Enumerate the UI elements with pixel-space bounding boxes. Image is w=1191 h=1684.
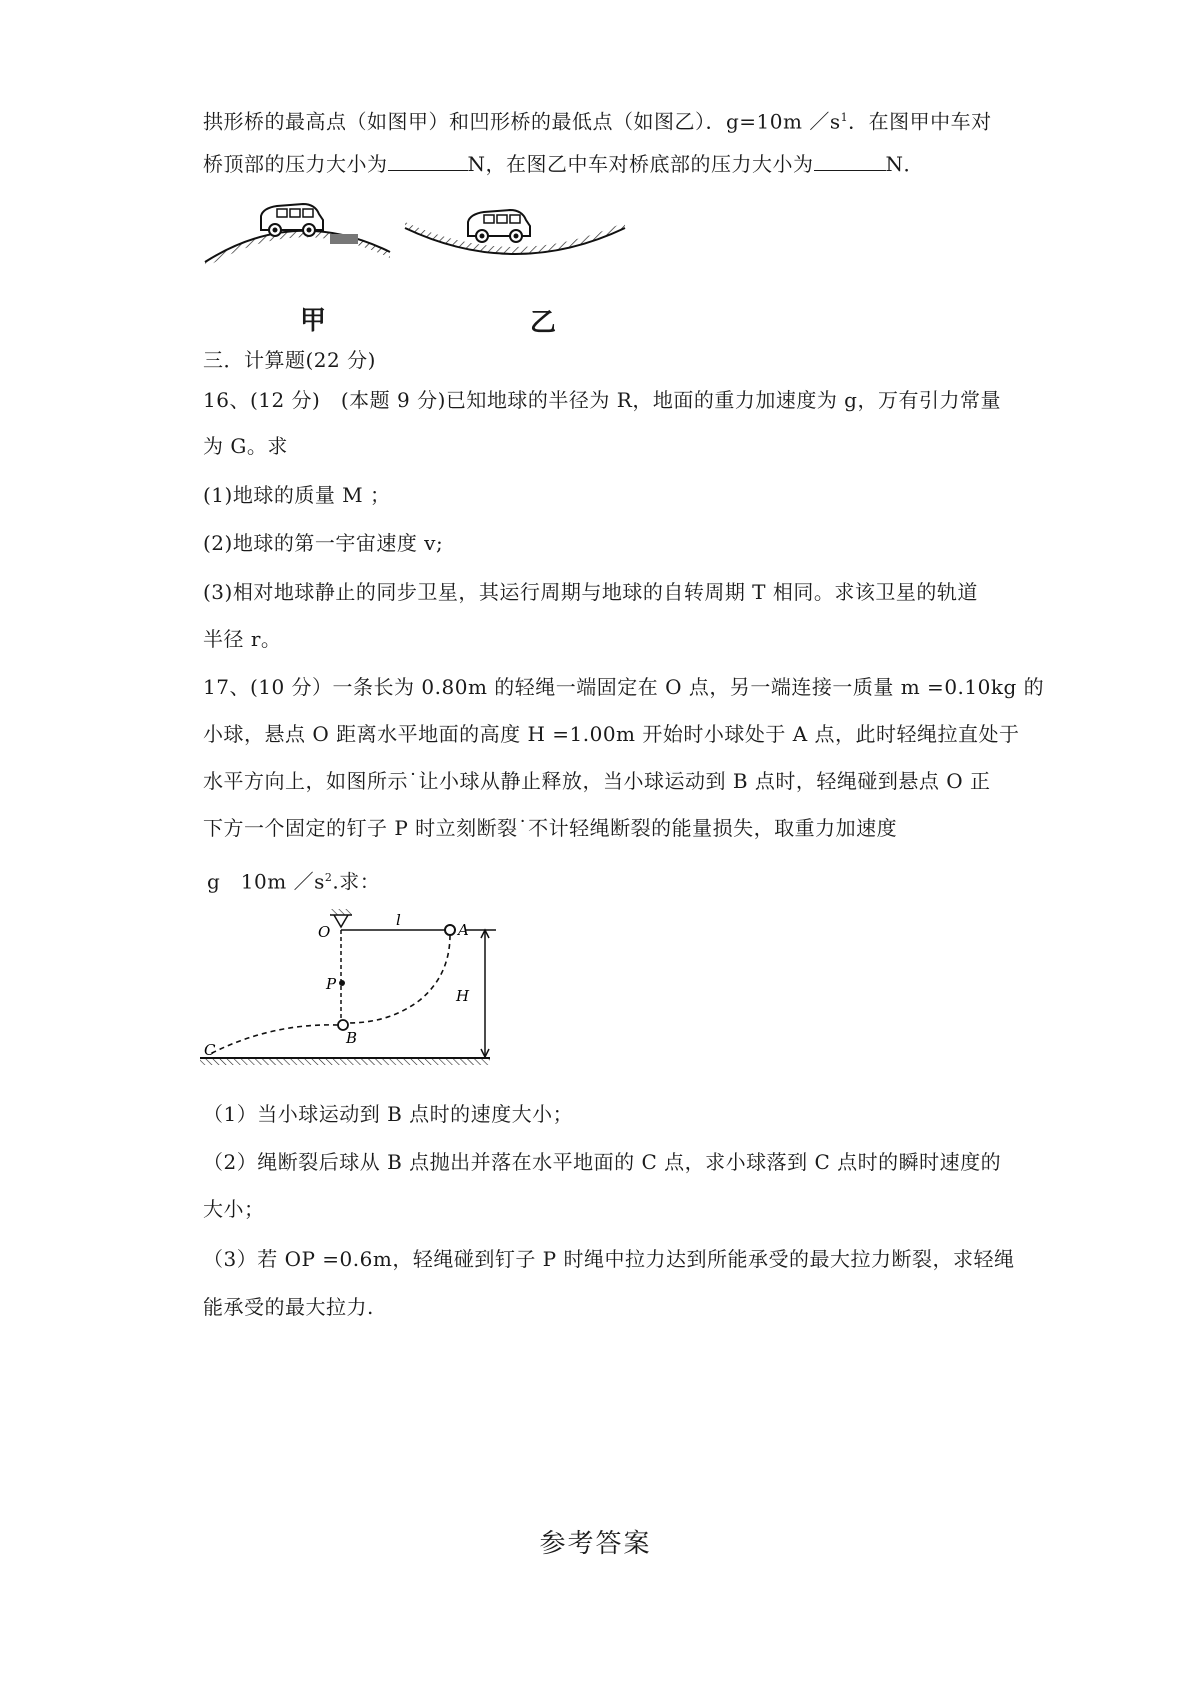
bridge-diagram: [200, 200, 660, 310]
label-l: l: [396, 911, 401, 929]
pendulum-diagram: [200, 905, 510, 1085]
q17-line-5b: .求：: [332, 869, 381, 894]
q17-sub-2a: （2）绳断裂后球从 B 点抛出并落在水平地面的 C 点，求小球落到 C 点时的瞬时速度的: [203, 1150, 1002, 1174]
swing-path: [348, 935, 450, 1023]
q15-line-2-b: N，在图乙中车对桥底部的压力大小为: [467, 152, 814, 176]
q17-sub-2b: 大小；: [203, 1197, 265, 1221]
q17-sub-3b: 能承受的最大拉力.: [203, 1295, 374, 1319]
q15-line-1-tail: ．在图甲中车对: [848, 109, 992, 134]
gray-patch: [330, 234, 358, 244]
q16-part-3a: (3)相对地球静止的同步卫星，其运行周期与地球的自转周期 T 相同。求该卫星的轨道: [203, 580, 978, 604]
q17-line-3: 水平方向上，如图所示˙让小球从静止释放，当小球运动到 B 点时，轻绳碰到悬点 O 正: [203, 769, 991, 793]
q16-line-2: 为 G。求: [203, 434, 288, 458]
q15-line-2-c: N．: [885, 152, 924, 176]
q17-line-4: 下方一个固定的钉子 P 时立刻断裂˙不计轻绳断裂的能量损失，取重力加速度: [203, 816, 898, 840]
label-c: C: [204, 1041, 216, 1059]
q17-sub-1: （1）当小球运动到 B 点时的速度大小；: [203, 1102, 574, 1126]
q17-line-1: 17、(10 分）一条长为 0.80m 的轻绳一端固定在 O 点，另一端连接一质量 m =0.10kg 的: [203, 675, 1045, 699]
ball-a: [445, 925, 455, 935]
q17-exponent: 2: [324, 871, 333, 884]
q16-part-1: (1)地球的质量 M ；: [203, 483, 391, 507]
q15-line-1-text: 拱形桥的最高点（如图甲）和凹形桥的最低点（如图乙）．g=10m ／s: [203, 109, 841, 134]
q15-exponent: 1: [840, 111, 849, 124]
label-h: H: [456, 987, 470, 1005]
q17-sub-3a: （3）若 OP =0.6m，轻绳碰到钉子 P 时绳中拉力达到所能承受的最大拉力断裂，求轻绳: [203, 1247, 1015, 1271]
answer-blank-jia[interactable]: [388, 152, 468, 171]
answer-section-title: 参考答案: [539, 1529, 652, 1559]
q16-line-1: 16、(12 分) (本题 9 分)已知地球的半径为 R，地面的重力加速度为 g，万有引力常量: [203, 388, 1001, 412]
q15-line-2: [203, 150, 924, 178]
q15-line-1: [203, 104, 992, 136]
label-a: A: [458, 921, 469, 939]
q16-part-2: (2)地球的第一宇宙速度 v;: [203, 531, 444, 555]
q17-line-5: [207, 864, 380, 896]
q16-part-3b: 半径 r。: [203, 627, 282, 651]
pivot-support: [330, 909, 352, 927]
section-heading: 三．计算题(22 分): [203, 348, 376, 372]
q17-line-5a: g 10m ／s: [207, 869, 325, 894]
label-p: P: [326, 975, 337, 993]
projectile-path: [208, 1025, 338, 1055]
q17-line-2: 小球，悬点 O 距离水平地面的高度 H =1.00m 开始时小球处于 A 点，此时轻绳拉直处于: [203, 722, 1020, 746]
answer-blank-yi[interactable]: [814, 152, 886, 171]
nail-p: [339, 980, 345, 986]
label-b: B: [346, 1029, 358, 1047]
figure-label-yi: 乙: [530, 308, 557, 338]
ground-hatch: [200, 1059, 490, 1065]
q15-line-2-a: 桥顶部的压力大小为: [203, 152, 388, 176]
convex-bridge: [205, 231, 390, 268]
car-icon: [468, 210, 530, 242]
label-o: O: [318, 923, 331, 941]
figure-label-jia: 甲: [300, 306, 327, 336]
